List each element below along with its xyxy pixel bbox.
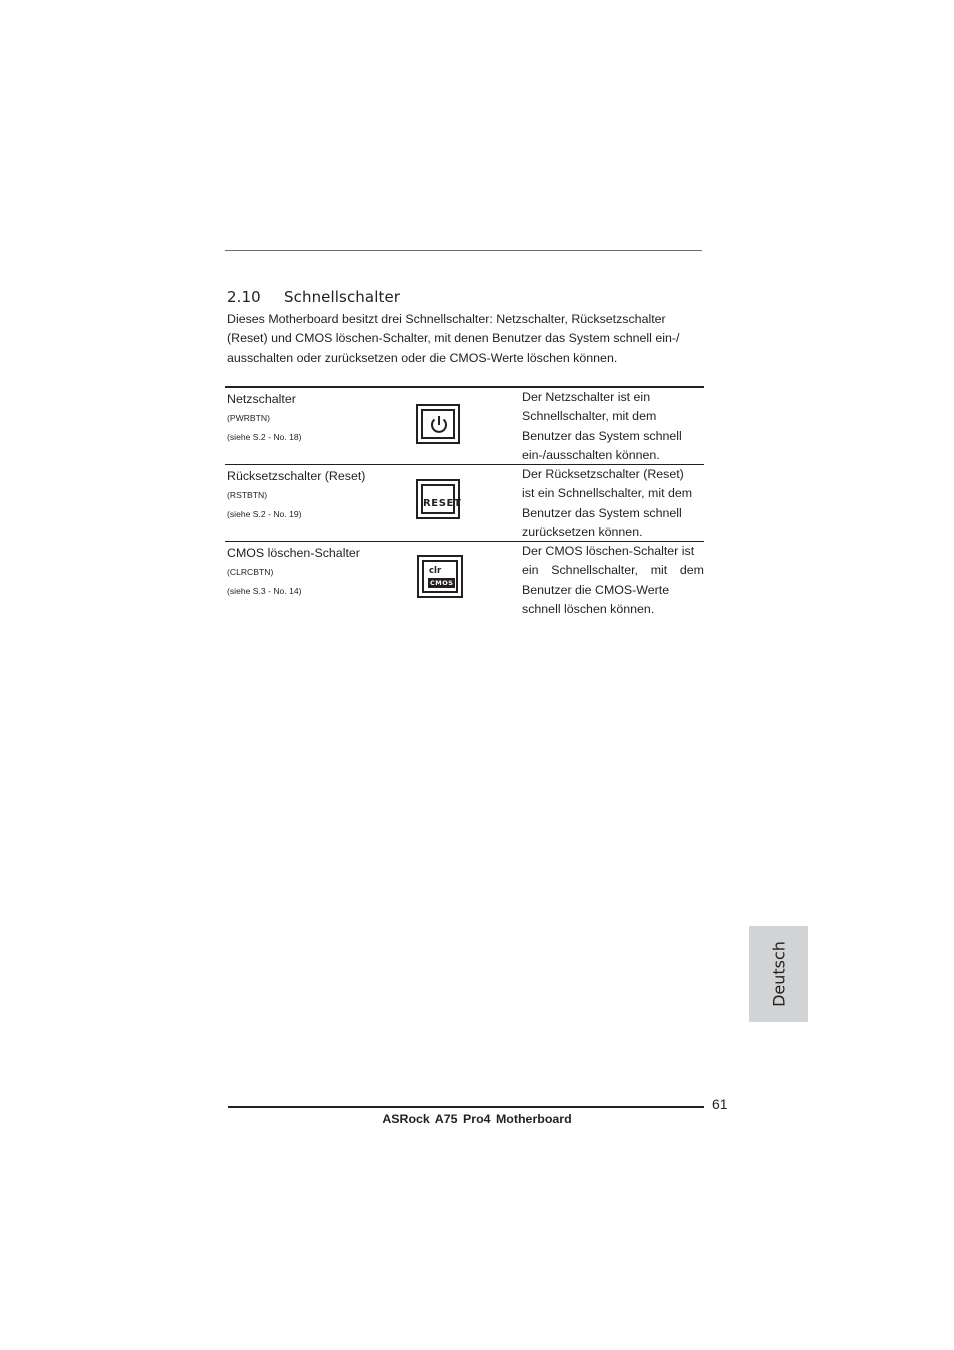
switch-code: (PWRBTN) [227, 413, 270, 423]
switch-reference: (siehe S.3 - No. 14) [227, 586, 302, 596]
intro-line: ausschalten oder zurücksetzen oder die CMOS-Werte löschen können. [227, 350, 618, 365]
section-heading [227, 288, 400, 306]
switch-description [522, 388, 704, 465]
switch-description [522, 542, 704, 619]
intro-line: (Reset) und CMOS löschen-Schalter, mit denen Benutzer das System schnell ein-/ [227, 331, 680, 346]
switch-row-clear-cmos [225, 542, 704, 618]
reset-icon-label: RESET [423, 498, 462, 509]
description-line: Der Netzschalter ist ein [522, 390, 651, 404]
description-line: ist ein Schnellschalter, mit dem [522, 486, 693, 501]
bottom-divider [228, 1106, 704, 1108]
description-line: Benutzer das System schnell [522, 428, 682, 443]
switch-name-cell [227, 544, 360, 601]
page-number: 61 [712, 1096, 728, 1112]
intro-line: Dieses Motherboard besitzt drei Schnellschalter: Netzschalter, Rücksetzschalter [227, 312, 666, 326]
description-line: Benutzer die CMOS-Werte [522, 582, 670, 597]
switch-name: CMOS löschen-Schalter [227, 546, 360, 560]
clear-cmos-icon [417, 555, 463, 598]
power-icon [416, 404, 460, 444]
description-line: Der CMOS löschen-Schalter ist [522, 544, 695, 558]
switch-row-reset [225, 465, 704, 542]
language-tab [749, 926, 808, 1022]
footer-product-name: ASRock A75 Pro4 Motherboard [382, 1112, 572, 1126]
switch-name-cell [227, 467, 365, 524]
switch-description [522, 465, 704, 542]
switch-name: Netzschalter [227, 392, 296, 406]
language-tab-label: Deutsch [769, 941, 788, 1007]
switch-reference: (siehe S.2 - No. 18) [227, 432, 302, 442]
clear-cmos-icon-label-top: clr [429, 566, 442, 576]
switch-table [225, 386, 704, 618]
intro-paragraph [227, 310, 707, 368]
switch-row-power [225, 388, 704, 465]
section-title: Schnellschalter [284, 288, 401, 306]
description-line: Benutzer das System schnell [522, 505, 682, 520]
switch-name-cell [227, 390, 302, 447]
power-symbol [424, 412, 454, 438]
description-line: Schnellschalter, mit dem [522, 409, 657, 424]
clear-cmos-icon-label-bottom: CMOS [430, 579, 454, 587]
top-divider [225, 250, 702, 251]
description-line: ein-/ausschalten können. [522, 447, 660, 462]
description-line: ein Schnellschalter, mit dem [522, 563, 704, 578]
switch-reference: (siehe S.2 - No. 19) [227, 509, 302, 519]
reset-icon [416, 479, 460, 519]
description-line: Der Rücksetzschalter (Reset) [522, 467, 684, 481]
section-number: 2.10 [227, 288, 261, 306]
description-line: schnell löschen können. [522, 601, 655, 616]
switch-code: (RSTBTN) [227, 490, 268, 500]
switch-code: (CLRCBTN) [227, 567, 274, 577]
switch-name: Rücksetzschalter (Reset) [227, 469, 366, 483]
description-line: zurücksetzen können. [522, 524, 643, 539]
